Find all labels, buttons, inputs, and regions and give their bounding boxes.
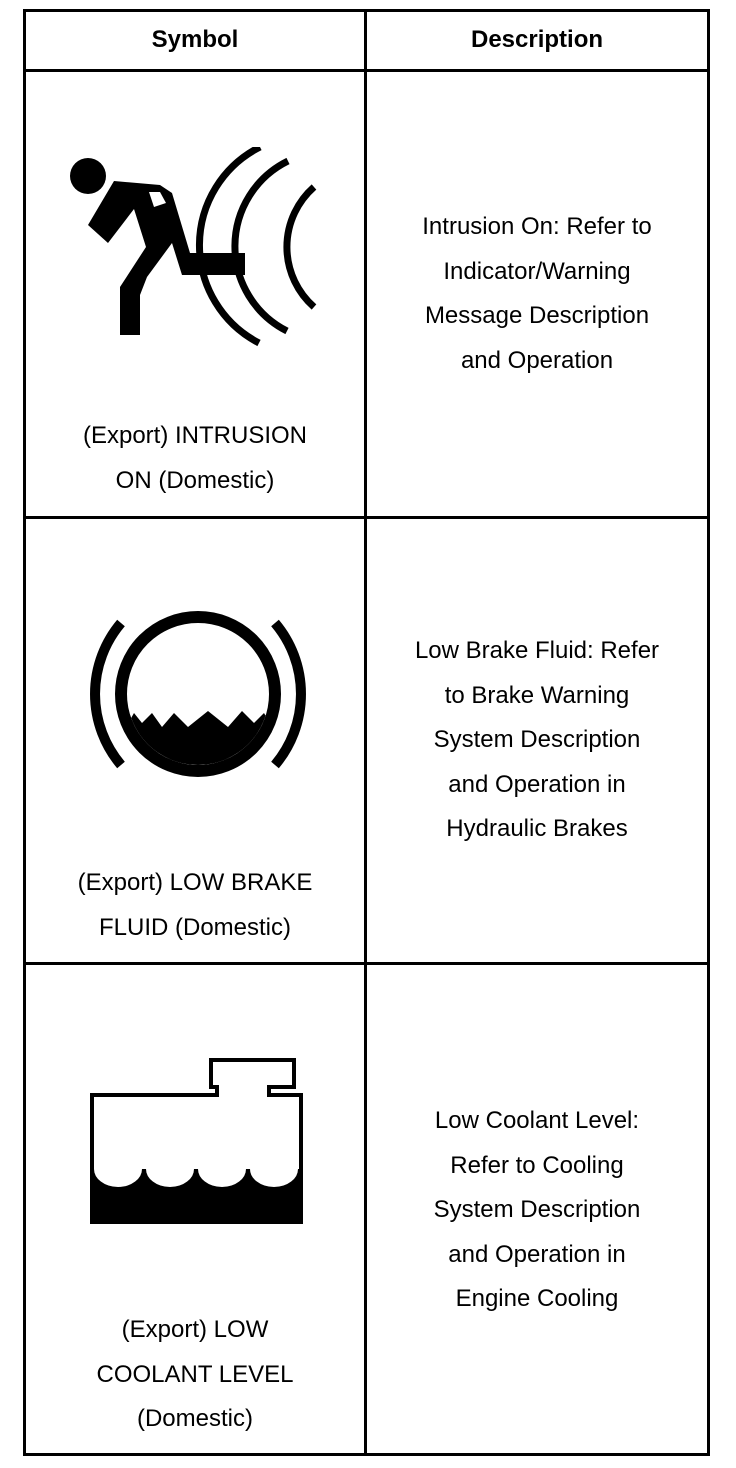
description-line: Hydraulic Brakes — [446, 815, 628, 843]
coolant-level-icon — [89, 1057, 305, 1225]
description-line: Indicator/Warning — [443, 257, 631, 285]
description-line: Low Brake Fluid: Refer — [414, 637, 660, 665]
row-divider-2 — [23, 962, 710, 965]
caption-line: FLUID (Domestic) — [98, 913, 291, 941]
intrusion-icon — [68, 147, 318, 347]
caption-line: (Export) LOW BRAKE — [77, 869, 313, 896]
table-border-right — [707, 9, 710, 1456]
description-cell — [367, 629, 707, 852]
table-border-left — [23, 9, 26, 1456]
symbol-caption — [26, 861, 364, 950]
symbol-table — [23, 9, 710, 1456]
caption-line: (Export) LOW — [121, 1316, 269, 1343]
caption-line: (Export) INTRUSION — [82, 422, 307, 449]
description-cell — [367, 1099, 707, 1322]
description-line: and Operation — [460, 346, 614, 374]
brake-fluid-icon — [88, 609, 308, 779]
description-line: Intrusion On: Refer to — [422, 213, 652, 240]
description-line: System Description — [433, 1196, 641, 1224]
description-line: System Description — [433, 726, 641, 754]
symbol-caption — [26, 414, 364, 503]
description-line: Engine Cooling — [455, 1285, 619, 1313]
description-line: Refer to Cooling — [450, 1151, 624, 1179]
caption-line: COOLANT LEVEL — [96, 1360, 294, 1388]
header-symbol: Symbol — [151, 25, 239, 53]
header-description: Description — [470, 25, 604, 53]
row-divider-1 — [23, 516, 710, 519]
caption-line: ON (Domestic) — [115, 466, 275, 494]
description-line: Message Description — [424, 302, 650, 329]
symbol-caption — [26, 1308, 364, 1442]
description-line: to Brake Warning — [444, 681, 630, 709]
description-line: and Operation in — [448, 770, 626, 798]
description-cell — [367, 205, 707, 383]
caption-line: (Domestic) — [136, 1405, 253, 1432]
description-line: and Operation in — [448, 1240, 626, 1268]
description-line: Low Coolant Level: — [434, 1107, 640, 1135]
table-border-bottom — [23, 1453, 710, 1456]
